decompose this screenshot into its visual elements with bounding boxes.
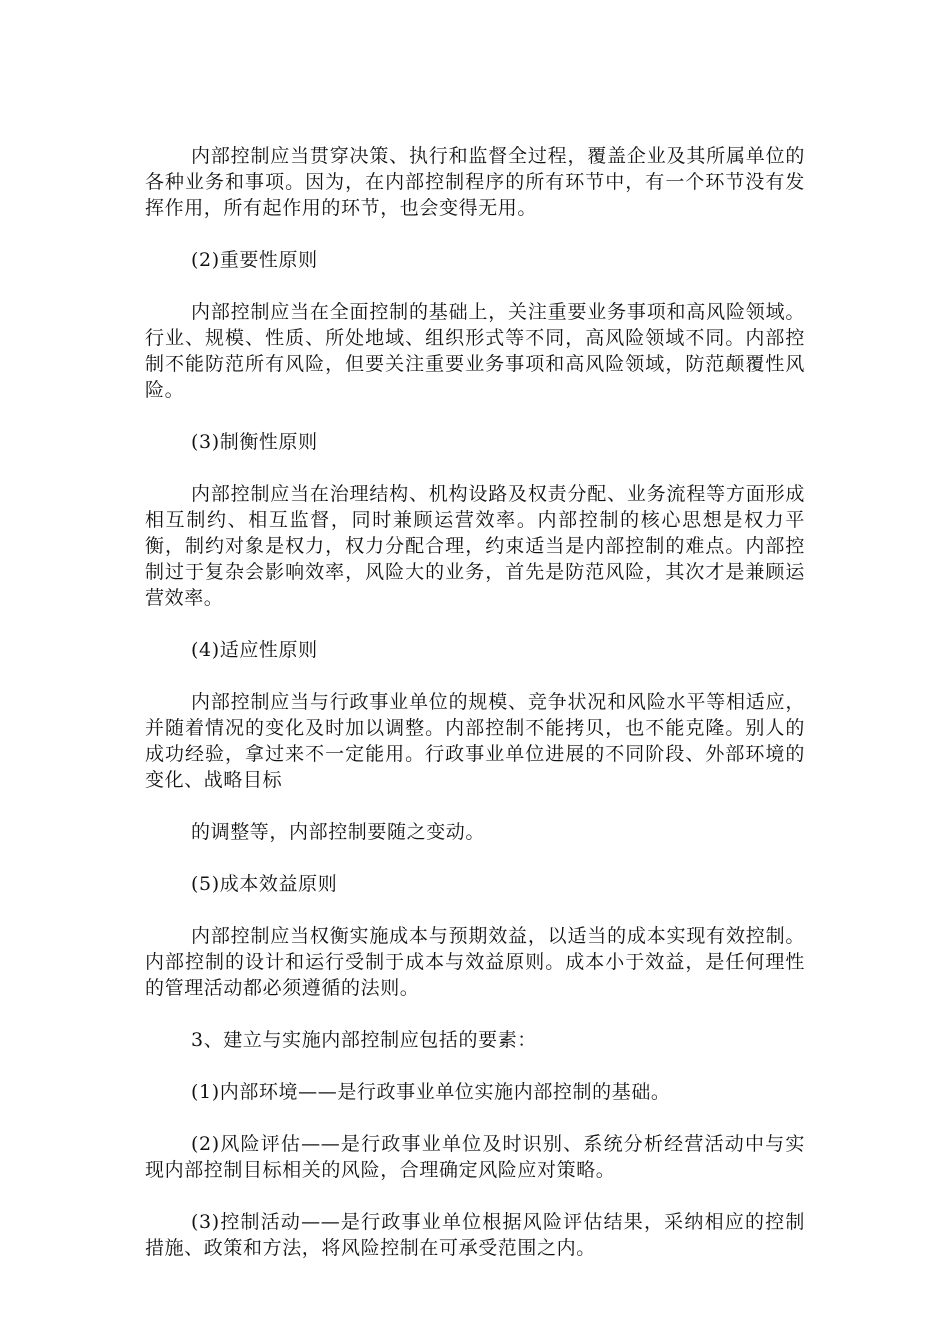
paragraph-risk-assessment: (2)风险评估——是行政事业单位及时识别、系统分析经营活动中与实现内部控制目标相关的风险，合理确定风险应对策略。 [145,1133,805,1181]
heading-elements: 3、建立与实施内部控制应包括的要素： [191,1029,537,1051]
document-body [145,143,805,1287]
paragraph-control-activities: (3)控制活动——是行政事业单位根据风险评估结果，采纳相应的控制措施、政策和方法，将风险控制在可承受范围之内。 [145,1211,805,1259]
paragraph-adaptability: 内部控制应当与行政事业单位的规模、竞争状况和风险水平等相适应，并随着情况的变化及时加以调整。内部控制不能拷贝，也不能克隆。别人的成功经验，拿过来不一定能用。行政事业单位进展的不同阶段、外部环境的变化、战略目标 [145,691,805,791]
paragraph-cost-benefit: 内部控制应当权衡实施成本与预期效益，以适当的成本实现有效控制。内部控制的设计和运行受制于成本与效益原则。成本小于效益，是任何理性的管理活动都必须遵循的法则。 [145,925,805,999]
heading-balance-principle: (3)制衡性原则 [191,431,318,453]
paragraph-importance: 内部控制应当在全面控制的基础上，关注重要业务事项和高风险领域。行业、规模、性质、所处地域、组织形式等不同，高风险领域不同。内部控制不能防范所有风险，但要关注重要业务事项和高风险领域，防范颠覆性风险。 [145,301,805,401]
paragraph-adaptability-continued: 的调整等，内部控制要随之变动。 [191,821,486,843]
heading-importance-principle: (2)重要性原则 [191,249,318,271]
heading-adaptability-principle: (4)适应性原则 [191,639,318,661]
heading-cost-benefit-principle: (5)成本效益原则 [191,873,338,895]
paragraph-comprehensive: 内部控制应当贯穿决策、执行和监督全过程，覆盖企业及其所属单位的各种业务和事项。因为，在内部控制程序的所有环节中，有一个环节没有发挥作用，所有起作用的环节，也会变得无用。 [145,145,805,219]
paragraph-balance: 内部控制应当在治理结构、机构设路及权责分配、业务流程等方面形成相互制约、相互监督，同时兼顾运营效率。内部控制的核心思想是权力平衡，制约对象是权力，权力分配合理，约束适当是内部控制的难点。内部控制过于复杂会影响效率，风险大的业务，首先是防范风险，其次才是兼顾运营效率。 [145,483,805,609]
paragraph-internal-environment: (1)内部环境——是行政事业单位实施内部控制的基础。 [191,1081,671,1103]
